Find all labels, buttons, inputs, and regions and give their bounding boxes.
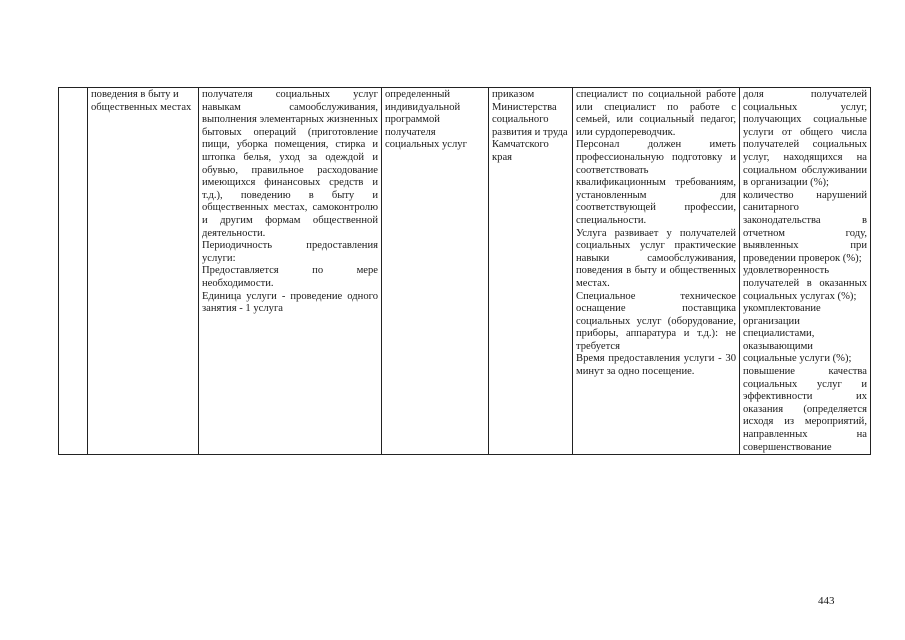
paragraph: Специальное техническое оснащение поставщика социальных услуг (оборудование, приборы, аппаратура и т.д.): не требуется	[576, 290, 736, 352]
paragraph: получателя социальных услуг навыкам самообслуживания, выполнения элементарных жизненных бытовых операций (приготовление пищи, уборка помещения, стирка и штопка белья, уход за одеждой и обувью, правильное расходование имеющихся финансовых средств и т.д.), поведению в быту и общественных местах, самоконтролю и другим формам общественной деятельности.	[202, 89, 378, 239]
cell-text: поведения в быту и общественных местах	[91, 89, 192, 113]
table-cell-tariff	[489, 88, 573, 455]
table-cell-volume	[382, 88, 489, 455]
paragraph: повышение качества социальных услуг и эффективности их оказания (определяется исходя из мероприятий, направленных на совершенствование	[743, 366, 867, 453]
paragraph: Периодичность предоставления услуги:	[202, 240, 378, 264]
paragraph: Единица услуги - проведение одного занятия - 1 услуга	[202, 290, 378, 315]
table-cell-service-name	[88, 88, 199, 455]
paragraph: количество нарушений санитарного законодательства в отчетном году, выявленных при проведении проверок (%);	[743, 189, 867, 264]
paragraph: Предоставляется по мере необходимости.	[202, 265, 378, 289]
cell-text: определенный индивидуальной программой получателя социальных услуг	[385, 89, 467, 151]
cell-text: приказом Министерства социального развития и труда Камчатского края	[492, 89, 568, 163]
table-cell-quality-indicators	[740, 88, 871, 455]
table-cell-service-description	[199, 88, 382, 455]
paragraph: Персонал должен иметь профессиональную подготовку и соответствовать квалификационным требованиям, установленным для соответствующей профессии, специальности.	[576, 139, 736, 226]
table-cell-conditions	[573, 88, 740, 455]
services-table	[58, 87, 871, 455]
paragraph: специалист по социальной работе или специалист по работе с семьей, или социальный педагог, или сурдопереводчик.	[576, 89, 736, 138]
paragraph: укомплектование организации специалистами, оказывающими социальные услуги (%);	[743, 303, 852, 365]
paragraph: Услуга развивает у получателей социальных услуг практические навыки самообслуживания, поведения в быту и общественных местах.	[576, 227, 736, 289]
table-cell-empty	[59, 88, 88, 455]
page-number: 443	[818, 595, 835, 607]
paragraph: удовлетворенность получателей в оказанных социальных услугах (%);	[743, 265, 867, 302]
table-row	[59, 88, 871, 455]
paragraph: Время предоставления услуги - 30 минут за одно посещение.	[576, 353, 736, 378]
paragraph: доля получателей социальных услуг, получающих социальные услуги от общего числа получателей социальных услуг, находящихся на социальном обслуживании в организации (%);	[743, 89, 867, 189]
